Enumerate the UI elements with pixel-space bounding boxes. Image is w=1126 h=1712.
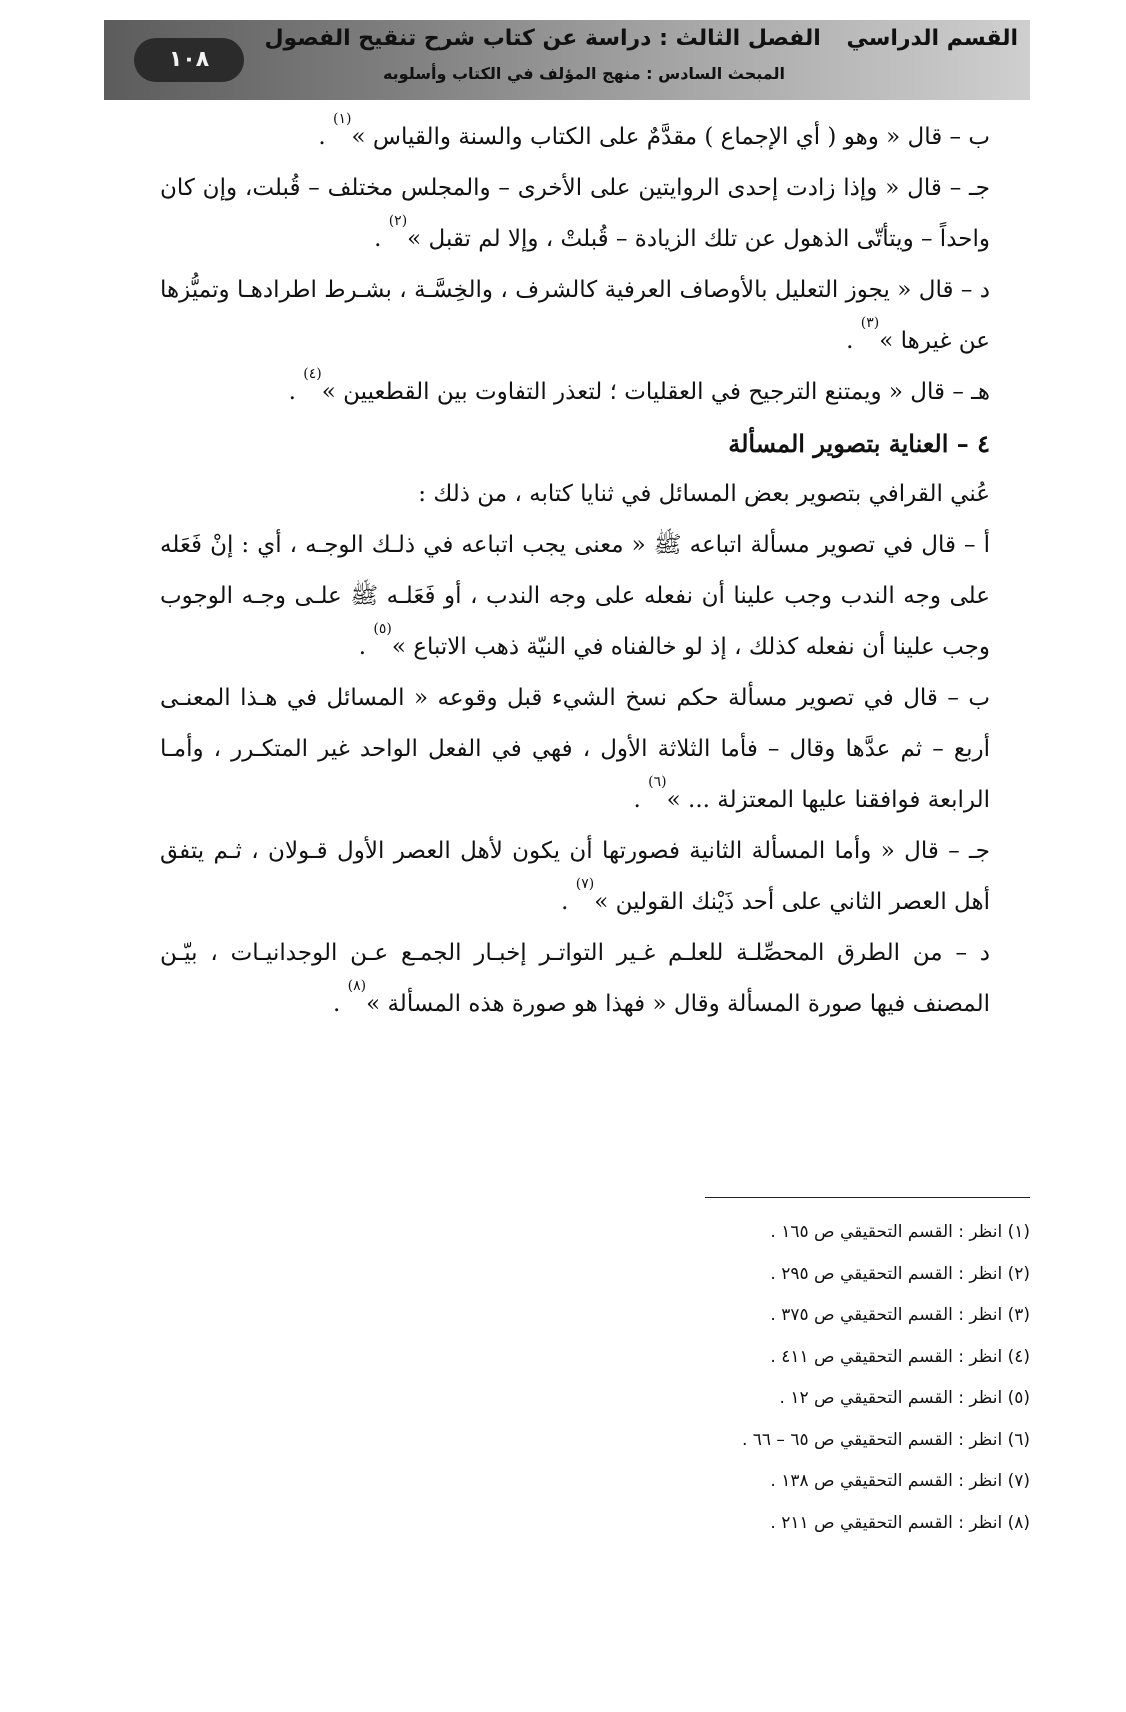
paragraph xyxy=(160,928,1030,1030)
footnotes xyxy=(430,1212,1030,1544)
header-chapter: الفصل الثالث : دراسة عن كتاب شرح تنقيح الفصول xyxy=(264,26,821,51)
paragraph-tail: . xyxy=(318,124,334,150)
paragraph-text: هـ – قال « ويمتنع الترجيح في العقليات ؛ لتعذر التفاوت بين القطعيين » xyxy=(321,379,990,405)
footnote-separator xyxy=(705,1197,1030,1198)
paragraph-text: جـ – قال « وإذا زادت إحدى الروايتين على الأخرى – والمجلس مختلف – قُبلت، وإن كان واحداً – ويتأتّى الذهول عن تلك الزيادة – قُبلتْ ، وإلا لم تقبل » xyxy=(160,175,990,252)
paragraph-tail: . xyxy=(288,379,304,405)
paragraph xyxy=(160,265,1030,367)
paragraph xyxy=(160,826,1030,928)
footnote-ref: (٢) xyxy=(388,213,408,229)
footnote: (١) انظر : القسم التحقيقي ص ١٦٥ . xyxy=(770,1222,1030,1242)
paragraph-tail: . xyxy=(633,787,649,813)
footnote-ref: (٨) xyxy=(347,978,367,994)
paragraph xyxy=(160,673,1030,826)
paragraph-text: عُني القرافي بتصوير بعض المسائل في ثنايا كتابه ، من ذلك : xyxy=(418,481,990,507)
footnote: (٥) انظر : القسم التحقيقي ص ١٢ . xyxy=(779,1388,1030,1408)
paragraph-tail: . xyxy=(333,991,348,1017)
footnote: (٧) انظر : القسم التحقيقي ص ١٣٨ . xyxy=(770,1471,1030,1491)
paragraph xyxy=(160,163,1030,265)
header-section: القسم الدراسي xyxy=(846,26,1018,51)
paragraph-tail: . xyxy=(846,328,861,354)
footnote-ref: (٦) xyxy=(648,774,667,790)
paragraph-text: ب – قال « وهو ( أي الإجماع ) مقدَّمٌ على الكتاب والسنة والقياس » xyxy=(351,124,990,150)
section-heading: ٤ – العناية بتصوير المسألة xyxy=(728,429,990,458)
footnote: (٣) انظر : القسم التحقيقي ص ٣٧٥ . xyxy=(770,1305,1030,1325)
paragraph-tail: . xyxy=(358,634,374,660)
footnote: (٨) انظر : القسم التحقيقي ص ٢١١ . xyxy=(770,1512,1030,1533)
body-text xyxy=(160,112,1030,1030)
paragraph xyxy=(160,112,1030,163)
paragraph-tail: . xyxy=(374,226,389,252)
footnote-ref: (٤) xyxy=(303,366,322,382)
paragraph-text: أ – قال في تصوير مسألة اتباعه ﷺ « معنى يجب اتباعه في ذلـك الوجـه ، أي : إنْ فَعَله على وجه الندب وجب علينا أن نفعله على وجه الندب ، أو فَعَلـه ﷺ علـى وجـه الوجوب وجب علينا أن نفعله كذلك ، إذ لو خالفناه في النيّة ذهب الاتباع » xyxy=(160,532,990,660)
footnote-ref: (٥) xyxy=(373,621,392,637)
paragraph-tail: . xyxy=(561,889,576,915)
footnote: (٢) انظر : القسم التحقيقي ص ٢٩٥ . xyxy=(770,1263,1030,1284)
paragraph xyxy=(160,367,1030,418)
page-number: ١٠٨ xyxy=(134,38,244,82)
footnote: (٤) انظر : القسم التحقيقي ص ٤١١ . xyxy=(770,1346,1030,1367)
paragraph-text: جـ – قال « وأما المسألة الثانية فصورتها أن يكون لأهل العصر الأول قـولان ، ثـم يتفق أهل العصر الثاني على أحد ذَيْنك القولين » xyxy=(160,838,990,915)
footnote-ref: (٣) xyxy=(860,315,880,331)
header-subsection: المبحث السادس : منهج المؤلف في الكتاب وأسلوبه xyxy=(382,64,785,83)
paragraph xyxy=(160,469,1030,520)
running-header xyxy=(104,20,1030,100)
paragraph-text: د – قال « يجوز التعليل بالأوصاف العرفية كالشرف ، والخِسَّـة ، بشـرط اطرادهـا وتميُّزها عن غيرها » xyxy=(160,277,990,354)
footnote-ref: (١) xyxy=(333,111,352,127)
paragraph-text: د – من الطرق المحصِّلـة للعلـم غـير التواتـر إخبـار الجمـع عـن الوجدانيـات ، بيّـن المصنف فيها صورة المسألة وقال « فهذا هو صورة هذه المسألة » xyxy=(160,940,990,1017)
paragraph-text: ب – قال في تصوير مسألة حكم نسخ الشيء قبل وقوعه « المسائل في هـذا المعنـى أربع – ثم عدَّها وقال – فأما الثلاثة الأول ، فهي في الفعل الواحد غير المتكـرر ، وأمـا الرابعة فوافقنا عليها المعتزلة ... » xyxy=(160,685,990,813)
header-title-line xyxy=(264,26,1018,51)
footnote: (٦) انظر : القسم التحقيقي ص ٦٥ – ٦٦ . xyxy=(741,1429,1030,1450)
footnote-ref: (٧) xyxy=(575,876,595,892)
paragraph xyxy=(160,520,1030,673)
